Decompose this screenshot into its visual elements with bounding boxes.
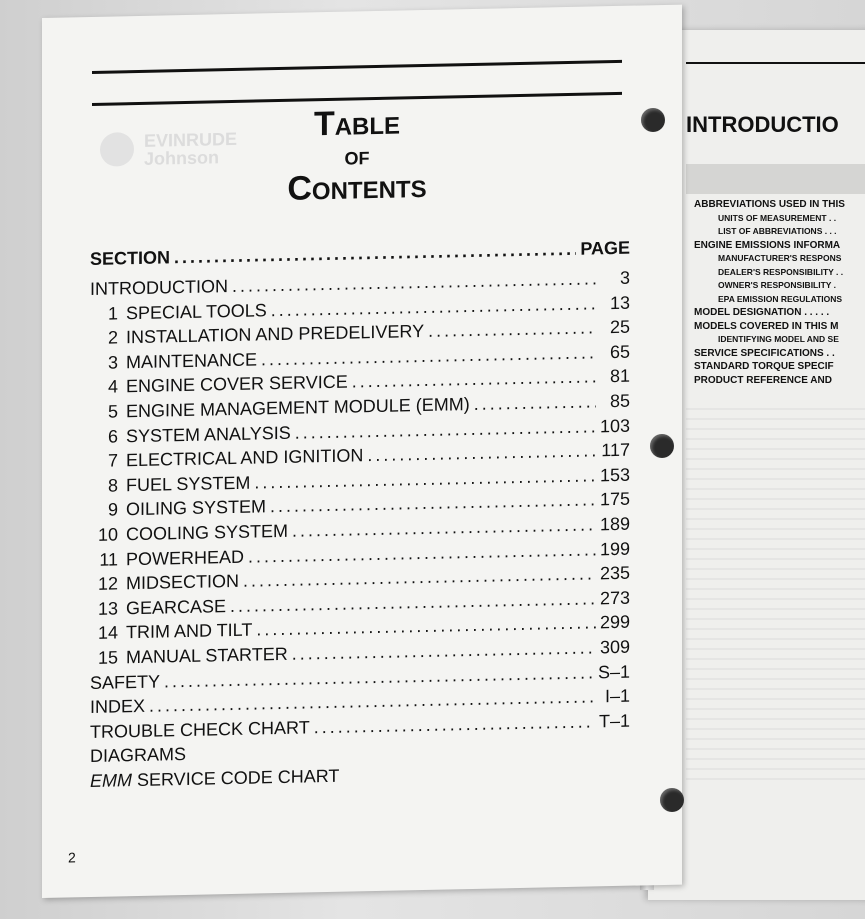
toc-page-number: 199 — [599, 538, 630, 559]
toc-label: OILING SYSTEM — [126, 496, 267, 520]
page-title — [257, 103, 457, 208]
right-page-contents-item: MANUFACTURER'S RESPONS — [718, 253, 842, 263]
logo-text-2: Johnson — [144, 147, 219, 169]
toc-label: INSTALLATION AND PREDELIVERY — [126, 321, 425, 348]
toc-label: MANUAL STARTER — [126, 643, 288, 668]
toc-section-number: 5 — [107, 401, 118, 422]
toc-section-number: 8 — [107, 475, 118, 496]
toc-section-number: 10 — [97, 524, 118, 545]
toc-page-number: 25 — [609, 316, 630, 338]
logo-text-1: EVINRUDE — [144, 128, 238, 151]
toc-label: SPECIAL TOOLS — [126, 299, 267, 323]
toc-page-number: 117 — [601, 439, 630, 461]
toc-page-number: 3 — [619, 267, 630, 288]
right-page-body-text — [686, 400, 865, 780]
toc-section-number: 9 — [107, 499, 118, 520]
toc-page-number: 103 — [599, 415, 630, 436]
binder-hole-icon — [650, 434, 674, 458]
leader-dots — [428, 318, 596, 343]
toc-label: SERVICE CODE CHART — [132, 765, 340, 790]
toc-page-number: 65 — [609, 341, 630, 362]
title-line-1: Table — [313, 103, 401, 144]
right-page-contents-item: UNITS OF MEASUREMENT . . — [718, 212, 837, 223]
right-page-contents-item: MODEL DESIGNATION . . . . . — [694, 307, 830, 318]
right-page-contents-item: ENGINE EMISSIONS INFORMA — [694, 239, 841, 251]
right-page-contents-item: ABBREVIATIONS USED IN THIS — [694, 199, 845, 210]
toc-label: ENGINE MANAGEMENT MODULE (EMM) — [126, 394, 470, 422]
toc-page-number: I–1 — [604, 685, 630, 707]
toc-page-number: 235 — [599, 562, 630, 584]
leader-dots — [314, 711, 595, 738]
leader-dots — [174, 239, 576, 268]
toc-page-number: 175 — [599, 489, 630, 510]
leader-dots — [367, 441, 596, 467]
toc-section-number: 15 — [97, 647, 118, 668]
toc-section-number: 2 — [107, 327, 118, 348]
toc-rows — [90, 268, 630, 747]
toc-label: DIAGRAMS — [90, 744, 187, 767]
left-page — [42, 5, 682, 898]
right-page-rule — [686, 62, 865, 64]
toc-section-number: 3 — [107, 352, 118, 373]
right-page-contents-item: STANDARD TORQUE SPECIF — [694, 361, 834, 372]
toc-label: GEARCASE — [126, 595, 227, 618]
right-page-contents — [694, 198, 865, 387]
toc-label: MIDSECTION — [126, 570, 240, 594]
right-page-contents-item: SERVICE SPECIFICATIONS . . — [694, 347, 835, 359]
toc-page-number: 299 — [599, 611, 630, 633]
toc-section-number: 11 — [99, 548, 118, 570]
toc-page-number: 85 — [609, 390, 630, 412]
title-line-2: of — [344, 140, 370, 171]
binder-hole-icon — [641, 108, 665, 132]
right-page-contents-item: PRODUCT REFERENCE AND — [694, 374, 832, 386]
section-heading: SECTION — [90, 247, 171, 269]
page-heading: PAGE — [580, 237, 630, 259]
toc-label: SYSTEM ANALYSIS — [126, 422, 291, 446]
toc-label: POWERHEAD — [126, 546, 245, 569]
right-page-contents-item: OWNER'S RESPONSIBILITY . — [718, 280, 837, 290]
toc-label: SAFETY — [90, 671, 161, 693]
leader-dots — [474, 391, 596, 415]
toc-label: ENGINE COVER SERVICE — [126, 371, 348, 397]
toc-label: ELECTRICAL AND IGNITION — [126, 445, 364, 471]
toc-section-number: 6 — [107, 425, 118, 447]
toc-page-number: 81 — [609, 366, 630, 387]
right-page-contents-item: EPA EMISSION REGULATIONS — [718, 293, 843, 304]
title-line-3: Contents — [287, 166, 427, 208]
toc-page-number: 153 — [599, 464, 630, 486]
leader-dots — [352, 367, 596, 393]
toc-page-number: 309 — [599, 636, 630, 658]
table-of-contents — [90, 238, 630, 796]
logo-disc-icon — [100, 132, 134, 167]
toc-label: COOLING SYSTEM — [126, 520, 289, 545]
right-page-contents-item: IDENTIFYING MODEL AND SE — [718, 334, 839, 344]
toc-label: INTRODUCTION — [90, 276, 228, 299]
toc-page-number: T–1 — [598, 710, 630, 732]
toc-label: INDEX — [90, 695, 146, 718]
toc-page-number: 13 — [609, 292, 630, 313]
toc-section-number: 13 — [97, 598, 118, 619]
toc-page-number: 189 — [599, 513, 630, 535]
toc-section-number: 7 — [107, 450, 118, 471]
toc-section-number: 4 — [107, 376, 118, 397]
right-page-shaded-box — [686, 164, 865, 194]
toc-section-number: 1 — [107, 303, 118, 324]
right-page-contents-item: DEALER'S RESPONSIBILITY . . — [718, 266, 844, 277]
right-page-contents-item: MODELS COVERED IN THIS M — [694, 320, 839, 332]
bleed-through-logo — [100, 125, 280, 179]
right-page-title: INTRODUCTIO — [686, 112, 839, 137]
toc-section-number: 12 — [97, 573, 118, 594]
toc-section-number: 14 — [97, 622, 118, 644]
toc-page-number: S–1 — [597, 661, 630, 682]
bleed-through-footer — [212, 836, 632, 845]
header-rule-top — [92, 60, 622, 74]
right-page-contents-item: LIST OF ABBREVIATIONS . . . — [718, 226, 837, 236]
toc-label: TROUBLE CHECK CHART — [90, 717, 310, 742]
toc-label: MAINTENANCE — [126, 349, 258, 373]
page-number: 2 — [68, 849, 76, 866]
binder-hole-icon — [660, 788, 684, 812]
toc-label: FUEL SYSTEM — [126, 472, 251, 495]
toc-label: TRIM AND TILT — [126, 619, 253, 643]
toc-page-number: 273 — [599, 587, 630, 609]
toc-label-italic: EMM — [90, 769, 132, 791]
